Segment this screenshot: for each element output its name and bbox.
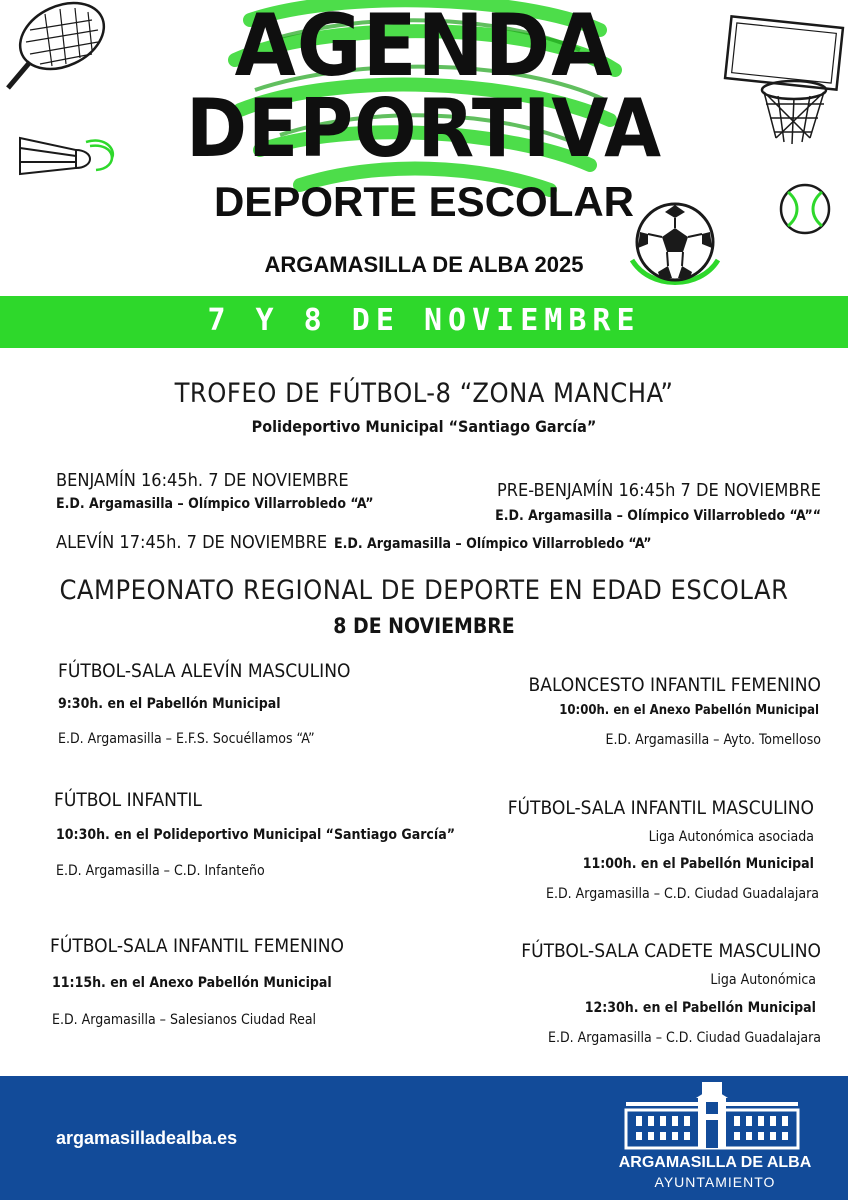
fs-cadete-league: Liga Autonómica: [710, 972, 816, 988]
fs-alevin-time: 9:30h. en el Pabellón Municipal: [58, 696, 281, 712]
alevin-match: E.D. Argamasilla – Olímpico Villarrobledo “A”: [334, 536, 652, 552]
futbol-infantil-match: E.D. Argamasilla – C.D. Infanteño: [56, 863, 265, 879]
fs-infantil-fem-title: FÚTBOL-SALA INFANTIL FEMENINO: [50, 935, 344, 957]
fs-cadete-title: FÚTBOL-SALA CADETE MASCULINO: [521, 940, 821, 962]
footer-org-name: ARGAMASILLA DE ALBA: [618, 1154, 812, 1171]
futbol-infantil-time: 10:30h. en el Polideportivo Municipal “Santiago García”: [56, 827, 455, 843]
fs-infantil-masc-time: 11:00h. en el Pabellón Municipal: [582, 856, 814, 872]
trofeo-title: TROFEO DE FÚTBOL-8 “ZONA MANCHA”: [174, 378, 674, 409]
title-agenda: AGENDA: [234, 0, 614, 96]
campeonato-date: 8 DE NOVIEMBRE: [333, 614, 515, 638]
futbol-infantil-title: FÚTBOL INFANTIL: [54, 789, 202, 811]
fs-alevin-match: E.D. Argamasilla – E.F.S. Socuéllamos “A”: [58, 731, 315, 747]
fs-infantil-masc-league: Liga Autonómica asociada: [648, 829, 814, 845]
place-year: ARGAMASILLA DE ALBA 2025: [264, 252, 584, 277]
fs-cadete-match: E.D. Argamasilla – C.D. Ciudad Guadalajara: [548, 1030, 821, 1046]
title-deportiva: DEPORTIVA: [185, 82, 663, 175]
footer-url-link[interactable]: argamasilladealba.es: [56, 1128, 238, 1148]
benjamin-match: E.D. Argamasilla – Olímpico Villarrobledo “A”: [56, 496, 374, 512]
subtitle: DEPORTE ESCOLAR: [213, 178, 635, 225]
fs-alevin-title: FÚTBOL-SALA ALEVÍN MASCULINO: [58, 660, 351, 682]
town-hall-logo-icon: [622, 1080, 802, 1152]
date-band-text: 7 Y 8 DE NOVIEMBRE: [207, 303, 641, 338]
trofeo-venue: Polideportivo Municipal “Santiago García”: [251, 417, 597, 436]
baloncesto-title: BALONCESTO INFANTIL FEMENINO: [528, 674, 821, 696]
prebenjamin-match: E.D. Argamasilla – Olímpico Villarrobledo “A”“: [495, 508, 821, 524]
campeonato-title: CAMPEONATO REGIONAL DE DEPORTE EN EDAD ESCOLAR: [59, 575, 789, 606]
fs-cadete-time: 12:30h. en el Pabellón Municipal: [584, 1000, 816, 1016]
alevin-label: ALEVÍN 17:45h. 7 DE NOVIEMBRE: [56, 532, 328, 553]
fs-infantil-fem-time: 11:15h. en el Anexo Pabellón Municipal: [52, 975, 332, 991]
fs-infantil-masc-title: FÚTBOL-SALA INFANTIL MASCULINO: [507, 797, 814, 819]
prebenjamin-label: PRE-BENJAMÍN 16:45h 7 DE NOVIEMBRE: [497, 480, 821, 501]
benjamin-label: BENJAMÍN 16:45h. 7 DE NOVIEMBRE: [56, 470, 349, 491]
baloncesto-match: E.D. Argamasilla – Ayto. Tomelloso: [605, 732, 821, 748]
fs-infantil-fem-match: E.D. Argamasilla – Salesianos Ciudad Real: [52, 1012, 317, 1028]
baloncesto-time: 10:00h. en el Anexo Pabellón Municipal: [559, 703, 819, 718]
fs-infantil-masc-match: E.D. Argamasilla – C.D. Ciudad Guadalajara: [546, 886, 819, 902]
footer-org-sub: AYUNTAMIENTO: [654, 1174, 776, 1190]
